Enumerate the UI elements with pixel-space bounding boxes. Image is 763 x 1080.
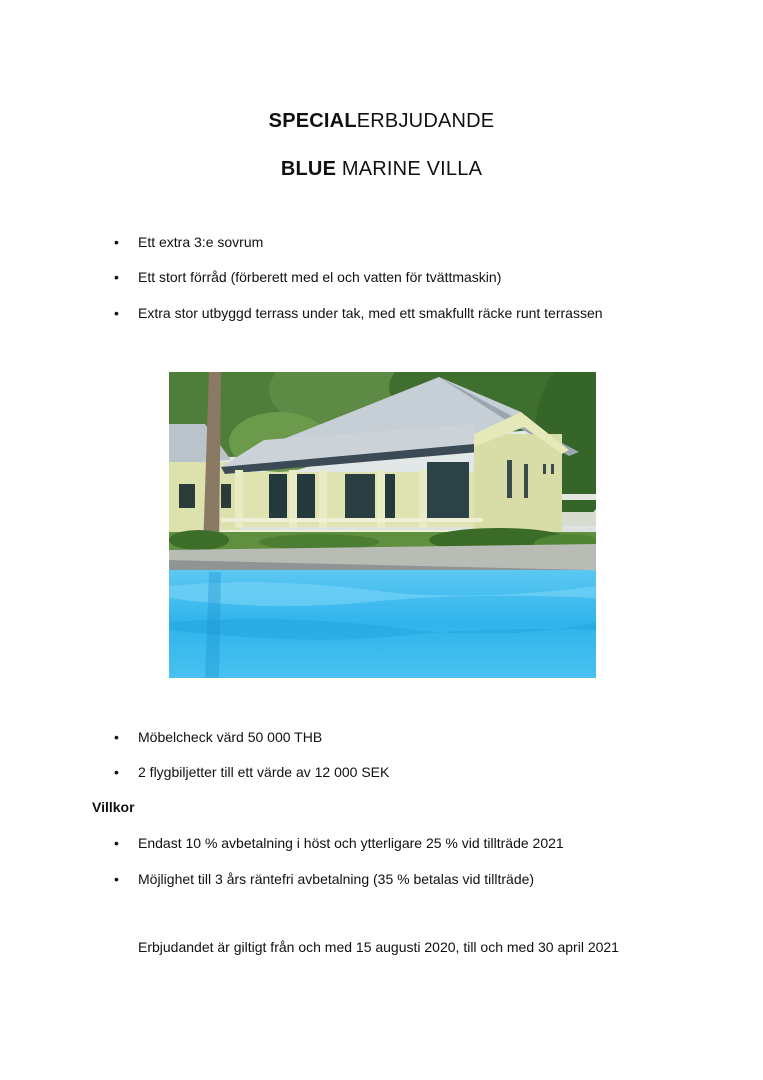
villa-photo: [169, 372, 596, 678]
title-bold-special: SPECIAL: [268, 110, 357, 132]
bullet-icon: •: [114, 764, 119, 780]
title-rest-marine-villa: MARINE VILLA: [336, 158, 483, 180]
terms-heading: Villkor: [92, 799, 135, 815]
bullet-icon: •: [114, 269, 119, 285]
bullet-icon: •: [114, 835, 119, 851]
bullet-icon: •: [114, 234, 119, 250]
page-title-line-1: [0, 110, 763, 133]
validity-statement: Erbjudandet är giltigt från och med 15 augusti 2020, till och med 30 april 2021: [138, 939, 619, 955]
title-bold-blue: BLUE: [280, 158, 337, 180]
title-rest-erbjudande: ERBJUDANDE: [356, 110, 495, 132]
page-title-line-2: [0, 158, 763, 181]
villa-pool-illustration: [169, 372, 596, 678]
bullet-icon: •: [114, 729, 119, 745]
bullet-icon: •: [114, 871, 119, 887]
bullet-icon: •: [114, 305, 119, 321]
